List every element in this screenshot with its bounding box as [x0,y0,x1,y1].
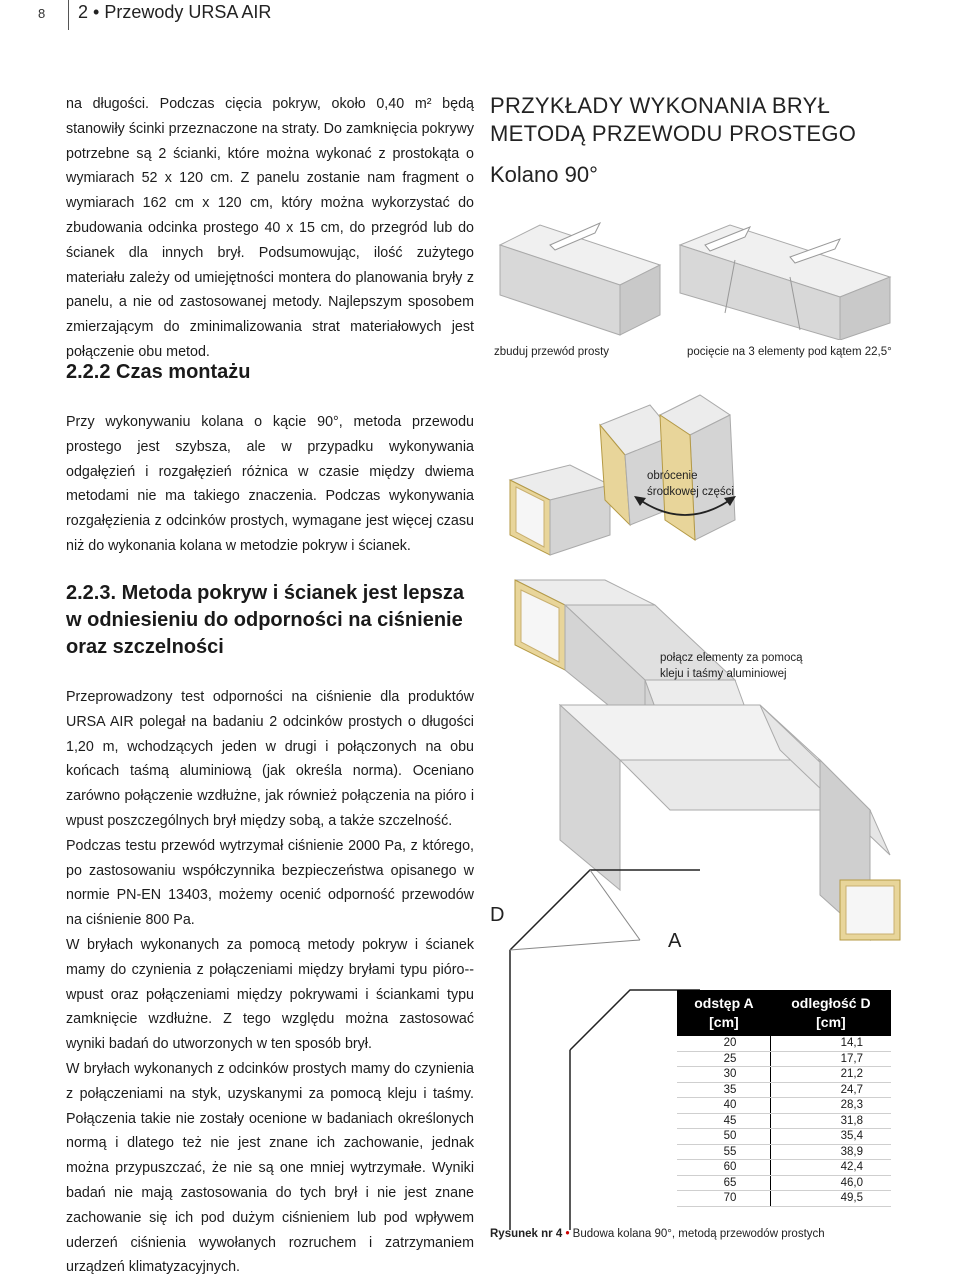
paragraphs-metoda-pokryw [66,685,474,1280]
straight-duct-cut [680,225,890,340]
col-header-d: odległość D [cm] [771,990,891,1036]
caption-cut: pocięcie na 3 elementy pod kątem 22,5° [687,346,892,358]
label-a: A [668,930,682,952]
examples-title: PRZYKŁADY WYKONANIA BRYŁ METODĄ PRZEWODU PROSTEGO [490,93,857,146]
heading-metoda-pokryw: 2.2.3. Metoda pokryw i ścianek jest lepsza w odniesieniu do odporności na ciśnienie oraz szczelności [66,582,464,658]
intro-text: na długości. Podczas cięcia pokryw, około 0,40 m² będą stanowiły ścinki przeznaczone na straty. Do zamknięcia pokrywy potrzebne są 2 ścianki, które można wykonać z prostokąta o wymiarach 52 x 120 cm. Z panelu zostanie nam fragment o wymiarach 162 cm x 120 cm, który można wykorzystać do zbudowania odcinka prostego 40 x 15 cm, do przegród lub do ścianek dla innych brył. Podsumowując, ilość zużytego materiału zależy od umiejętności montera do planowania bryły z panelu, a nie od zastosowanej metody. Najlepszym sposobem zmierzającym do zminimalizowania strat materiałowych jest połączenie obu metod. [66,96,474,360]
pressure-paragraph: Podczas testu przewód wytrzymał ciśnienie 2000 Pa, z którego, po zastosowaniu współczynnika bezpieczeństwa opisanego w normie PN-EN 13403, możemy ocenić odporność przewodów na ciśnienie 800 Pa. [66,837,474,929]
caption-bullet: • [565,1228,570,1240]
straight-duct-1 [500,223,660,335]
caption-join: połącz elementy za pomocą kleju i taśmy aluminiowej [660,652,803,680]
header-divider [68,0,69,30]
table-row: 45 31,8 [677,1113,891,1129]
section-title: 2 • Przewody URSA AIR [78,2,272,22]
table-row: 20 14,1 [677,1036,891,1051]
straight-duct-illustrations [490,205,950,340]
page-number: 8 [38,6,46,21]
heading-czas-montazu: 2.2.2 Czas montażu [66,361,251,383]
test-paragraph: Przeprowadzony test odporności na ciśnienie dla produktów URSA AIR polegał na badaniu 2 odcinków prostych o długości 1,20 m, wchodzących jeden w drugi i połączonych na obu końcach taśmą aluminiową (jak określa norma). Oceniano zarówno połączenie wzdłużne, jak również połączenia na pióro i wpust poszczególnych brył między sobą, a także szczelność. [66,689,474,829]
table-row: 65 46,0 [677,1175,891,1191]
figure-label: Rysunek nr 4 [490,1228,563,1240]
tongue-groove-paragraph: W bryłach wykonanych za pomocą metody pokryw i ścianek mamy do czynienia z połączeniami między bryłami typu pióro--wpust oraz połączeniami między pokrywami i ściankami typu zamknięcie wzdłużne. Z tego względu można zastosować wyniki badań do utworzonych w ten sposób brył. [66,936,474,1053]
table-row: 60 42,4 [677,1160,891,1176]
table-row: 40 28,3 [677,1098,891,1114]
table-row: 35 24,7 [677,1082,891,1098]
col-header-a: odstęp A [cm] [677,990,771,1036]
elbow-subtitle: Kolano 90° [490,162,598,187]
figure-caption [490,1228,825,1240]
piece-left [510,465,610,555]
table-row: 25 17,7 [677,1051,891,1067]
table-row: 70 49,5 [677,1191,891,1207]
page-header [0,0,960,40]
czas-montazu-text: Przy wykonywaniu kolana o kącie 90°, metoda przewodu prostego jest szybsza, ale w przypadku wykonywania odgałęzień i rozgałęzień różnica w czasie między dwiema metodami nie ma takiego znaczenia. Podczas wykonywania rozgałęzienia z odcinków prostych, wymagane jest więcej czasu niż do wykonania kolana w metodzie pokryw i ścianek. [66,414,474,554]
paragraph-czas-montazu [66,410,474,559]
intro-paragraph [66,92,474,365]
distance-table [677,990,891,1207]
caption-build: zbuduj przewód prosty [494,346,610,358]
figure-text: Budowa kolana 90°, metodą przewodów prostych [572,1228,825,1240]
table-row: 50 35,4 [677,1129,891,1145]
label-d: D [490,904,505,926]
table-row: 30 21,2 [677,1067,891,1083]
butt-joint-paragraph: W bryłach wykonanych z odcinków prostych mamy do czynienia z połączeniami na styk, uzyskanymi za pomocą kleju i taśmy. Połączenia takie nie zostały ocenione w badaniach określonych normą i dlatego też nie jest znane ich zachowanie, jednak można przypuszczać, że nie są one mniej wytrzymałe. Wyniki badań nie mają zastosowania do tych brył i nie jest znane zachowanie się ich pod dużym ciśnieniem lub pod wpływem uderzeń ciśnienia wywołanych rozruchem i zatrzymaniem urządzeń klimatyzacyjnych. [66,1060,474,1276]
caption-flip: obrócenie środkowej części [647,470,734,498]
table-row: 55 38,9 [677,1144,891,1160]
